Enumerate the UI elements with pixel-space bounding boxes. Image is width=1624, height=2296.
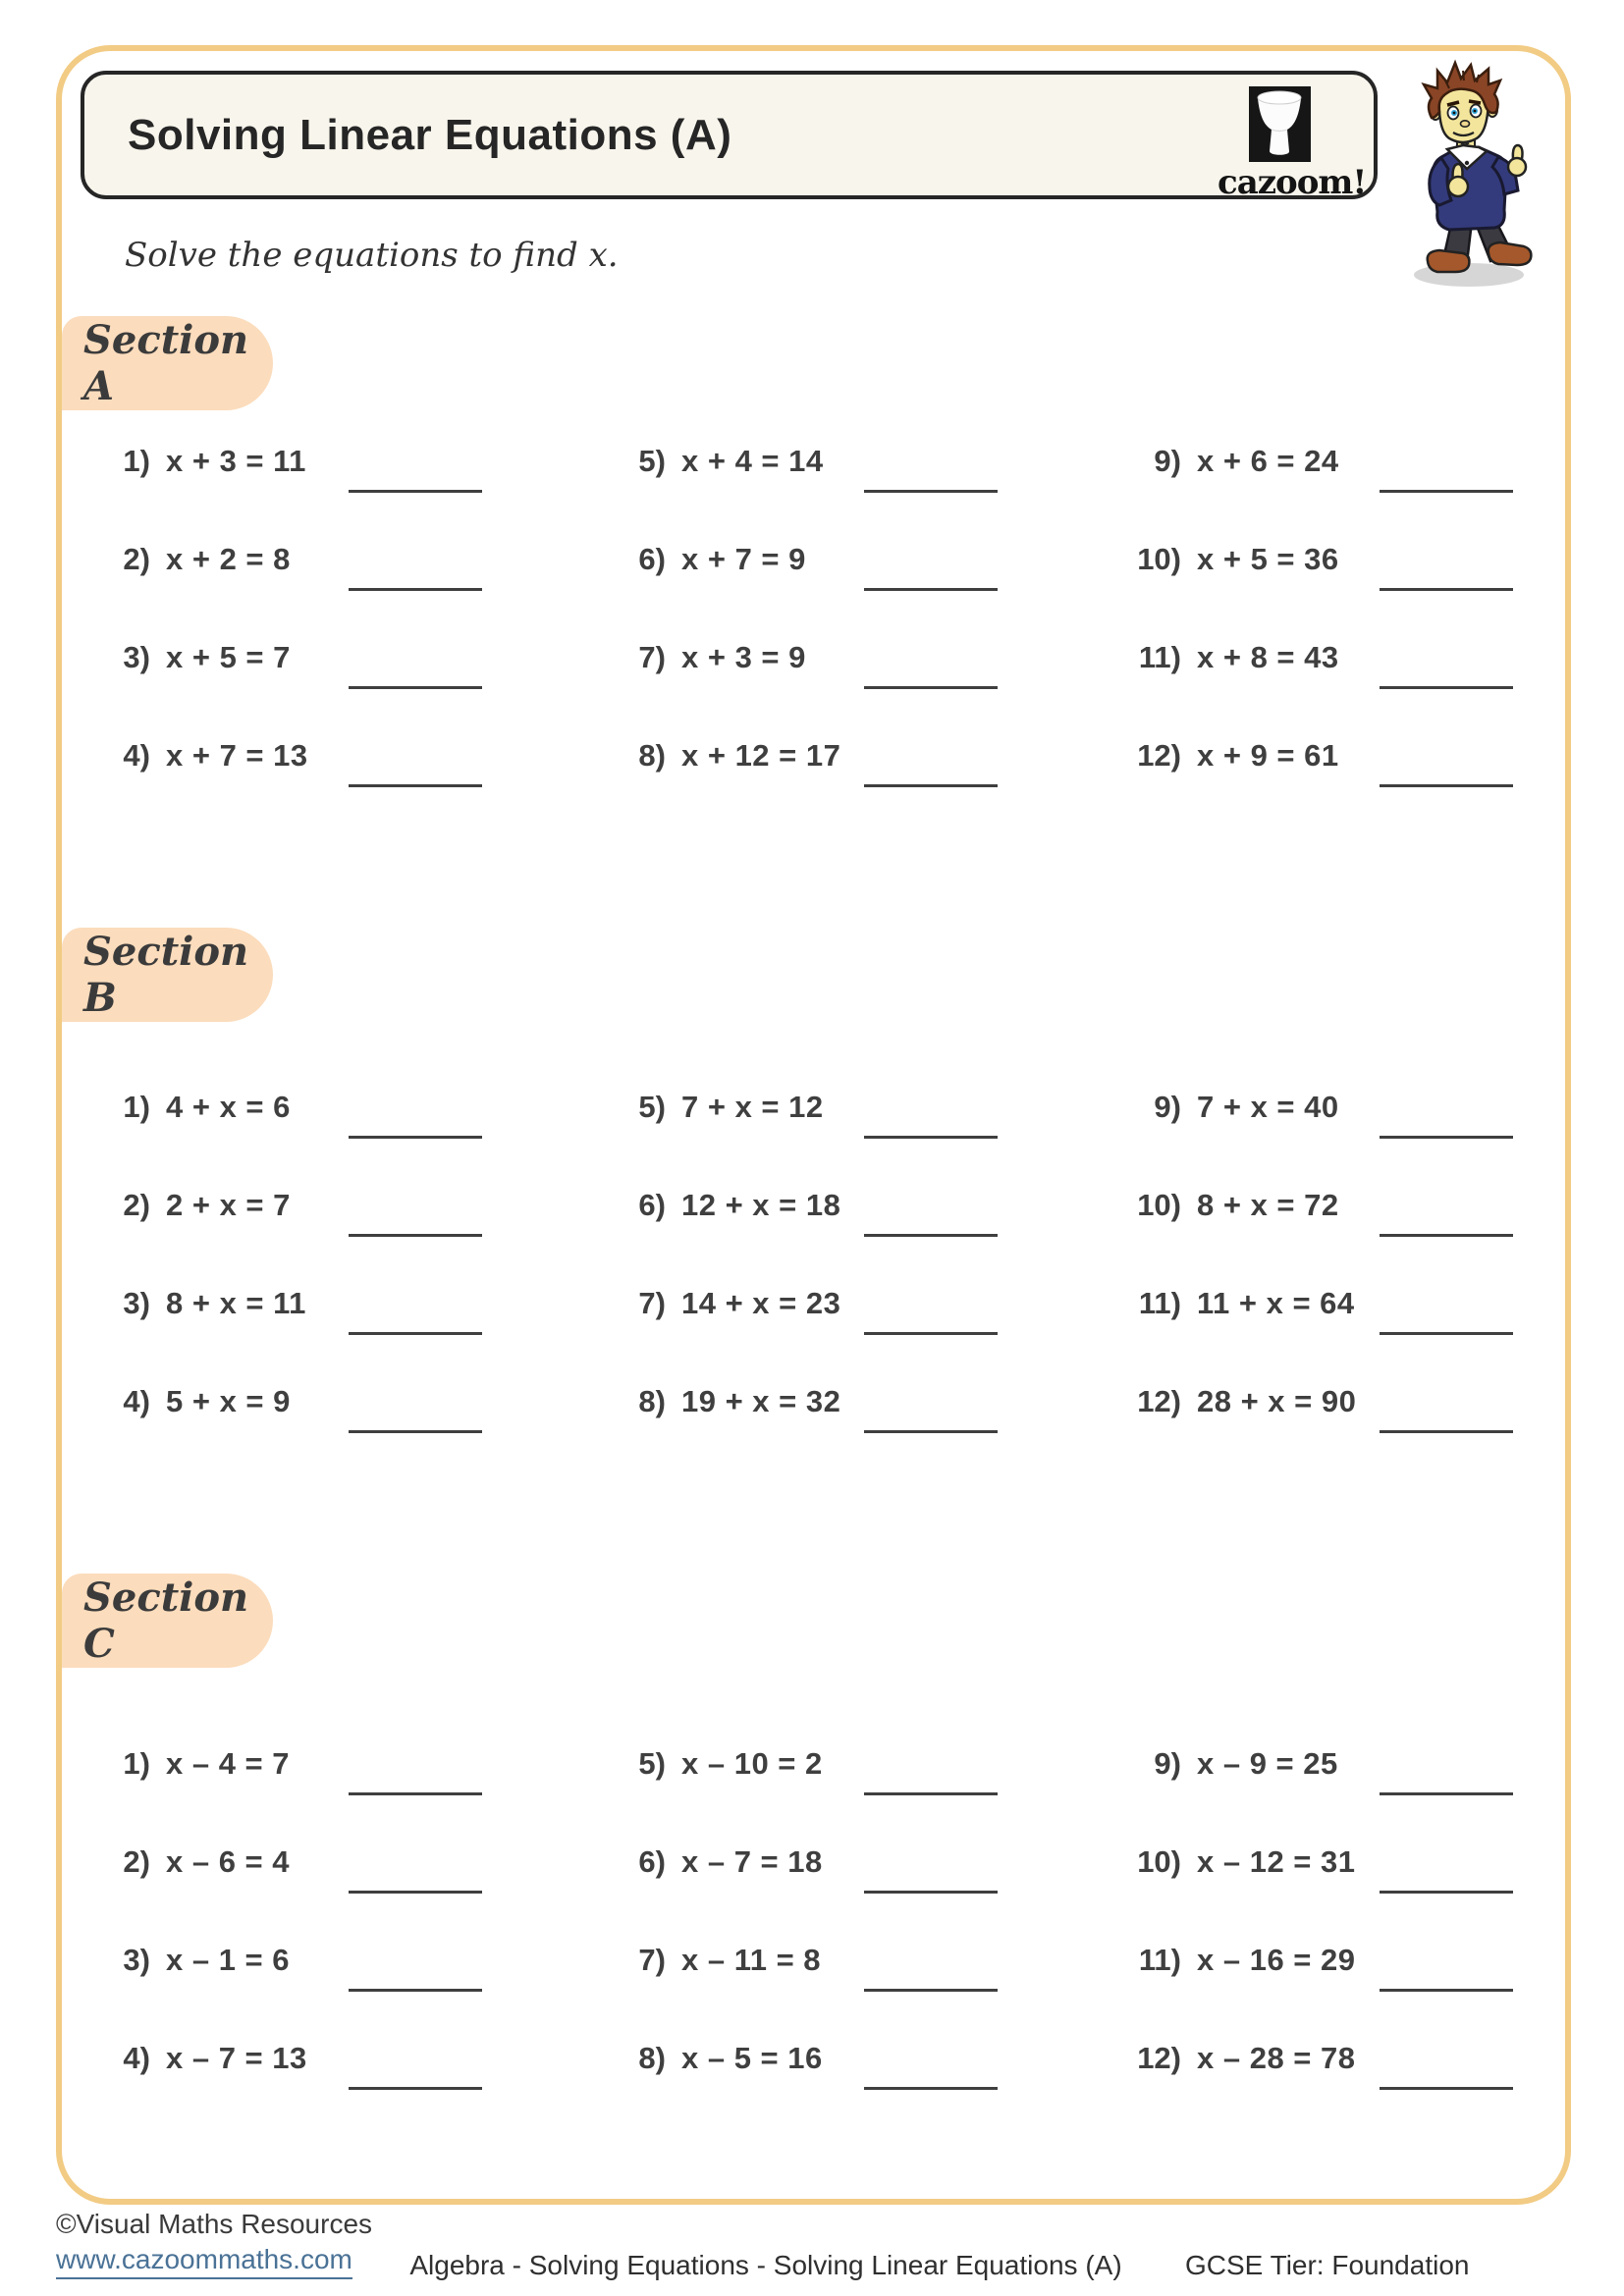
problem-item bbox=[599, 2009, 1016, 2108]
title-bar bbox=[81, 71, 1378, 199]
problem-number: 10) bbox=[1137, 1844, 1181, 1879]
answer-line[interactable] bbox=[349, 1891, 482, 1894]
problem-equation: 19 + x = 32 bbox=[681, 1384, 841, 1418]
problem-item bbox=[599, 1255, 1016, 1353]
problem-item bbox=[83, 2009, 501, 2108]
problem-number: 11) bbox=[1138, 1286, 1181, 1320]
problem-number: 3) bbox=[123, 1286, 150, 1320]
problem-item bbox=[599, 1156, 1016, 1255]
problem-equation: 12 + x = 18 bbox=[681, 1188, 841, 1222]
answer-line[interactable] bbox=[864, 686, 998, 689]
problem-item bbox=[83, 1255, 501, 1353]
problem-item bbox=[1114, 1156, 1532, 1255]
answer-line[interactable] bbox=[1380, 784, 1513, 787]
answer-line[interactable] bbox=[1380, 1234, 1513, 1237]
problem-item bbox=[83, 707, 501, 805]
problem-item bbox=[1114, 1353, 1532, 1451]
cazoom-logo bbox=[1218, 86, 1367, 202]
problem-number: 10) bbox=[1137, 1188, 1181, 1222]
answer-line[interactable] bbox=[1380, 1136, 1513, 1139]
answer-line[interactable] bbox=[1380, 1332, 1513, 1335]
problem-item bbox=[83, 412, 501, 510]
problem-number: 11) bbox=[1138, 1943, 1181, 1977]
answer-line[interactable] bbox=[1380, 2087, 1513, 2090]
problem-equation: x – 9 = 25 bbox=[1197, 1746, 1338, 1781]
answer-line[interactable] bbox=[1380, 686, 1513, 689]
problem-equation: 11 + x = 64 bbox=[1197, 1286, 1355, 1320]
answer-line[interactable] bbox=[349, 1136, 482, 1139]
problem-number: 4) bbox=[123, 2041, 150, 2075]
problem-number: 6) bbox=[638, 1188, 666, 1222]
page-title: Solving Linear Equations (A) bbox=[128, 110, 732, 159]
answer-line[interactable] bbox=[349, 784, 482, 787]
problem-item bbox=[599, 1911, 1016, 2009]
problem-number: 5) bbox=[638, 1746, 666, 1781]
problem-number: 3) bbox=[123, 1943, 150, 1977]
section-a-tab bbox=[62, 316, 273, 410]
problem-equation: x – 1 = 6 bbox=[166, 1943, 291, 1977]
answer-line[interactable] bbox=[1380, 490, 1513, 493]
answer-line[interactable] bbox=[864, 588, 998, 591]
problem-item bbox=[1114, 707, 1532, 805]
problem-equation: 2 + x = 7 bbox=[166, 1188, 291, 1222]
problem-equation: x + 5 = 36 bbox=[1197, 542, 1339, 576]
problem-equation: x – 6 = 4 bbox=[166, 1844, 291, 1879]
answer-line[interactable] bbox=[1380, 588, 1513, 591]
problem-number: 7) bbox=[638, 1286, 666, 1320]
problem-item bbox=[599, 1813, 1016, 1911]
section-a-problems bbox=[83, 412, 1532, 805]
problem-equation: x – 10 = 2 bbox=[681, 1746, 823, 1781]
problem-equation: x + 8 = 43 bbox=[1197, 640, 1339, 674]
answer-line[interactable] bbox=[349, 2087, 482, 2090]
problem-equation: x + 6 = 24 bbox=[1197, 444, 1339, 478]
problem-equation: x – 5 = 16 bbox=[681, 2041, 823, 2075]
answer-line[interactable] bbox=[864, 2087, 998, 2090]
problem-number: 8) bbox=[638, 738, 666, 773]
section-c-problems bbox=[83, 1715, 1532, 2108]
problem-number: 12) bbox=[1137, 1384, 1181, 1418]
section-c-label: Section C bbox=[83, 1575, 249, 1667]
problem-number: 5) bbox=[638, 444, 666, 478]
answer-line[interactable] bbox=[864, 1891, 998, 1894]
problem-equation: x – 28 = 78 bbox=[1197, 2041, 1356, 2075]
problem-equation: x + 7 = 13 bbox=[166, 738, 308, 773]
problem-item bbox=[1114, 510, 1532, 609]
problem-equation: x + 12 = 17 bbox=[681, 738, 841, 773]
problem-number: 8) bbox=[638, 1384, 666, 1418]
problem-number: 7) bbox=[638, 1943, 666, 1977]
problem-equation: x + 5 = 7 bbox=[166, 640, 291, 674]
problem-number: 5) bbox=[638, 1090, 666, 1124]
problem-number: 6) bbox=[638, 542, 666, 576]
problem-equation: x – 4 = 7 bbox=[166, 1746, 291, 1781]
answer-line[interactable] bbox=[864, 1989, 998, 1992]
answer-line[interactable] bbox=[1380, 1430, 1513, 1433]
website-link[interactable]: www.cazoommaths.com bbox=[56, 2244, 352, 2279]
problem-item bbox=[83, 1813, 501, 1911]
answer-line[interactable] bbox=[1380, 1792, 1513, 1795]
answer-line[interactable] bbox=[864, 1792, 998, 1795]
answer-line[interactable] bbox=[1380, 1989, 1513, 1992]
answer-line[interactable] bbox=[349, 1989, 482, 1992]
problem-item bbox=[599, 1353, 1016, 1451]
problem-equation: x + 3 = 9 bbox=[681, 640, 806, 674]
answer-line[interactable] bbox=[349, 490, 482, 493]
problem-item bbox=[1114, 1715, 1532, 1813]
answer-line[interactable] bbox=[349, 1234, 482, 1237]
problem-equation: 5 + x = 9 bbox=[166, 1384, 291, 1418]
problem-number: 9) bbox=[1154, 1746, 1181, 1781]
breadcrumb: Algebra - Solving Equations - Solving Linear Equations (A) bbox=[409, 2250, 1122, 2280]
problem-equation: 4 + x = 6 bbox=[166, 1090, 291, 1124]
section-a-label: Section A bbox=[83, 317, 249, 409]
tier-label: GCSE Tier: Foundation bbox=[1185, 2250, 1470, 2280]
schoolboy-mascot-illustration bbox=[1402, 57, 1540, 293]
problem-equation: x – 7 = 18 bbox=[681, 1844, 823, 1879]
problem-item bbox=[599, 609, 1016, 707]
problem-number: 12) bbox=[1137, 2041, 1181, 2075]
answer-line[interactable] bbox=[349, 1792, 482, 1795]
problem-number: 11) bbox=[1138, 640, 1181, 674]
answer-line[interactable] bbox=[864, 784, 998, 787]
answer-line[interactable] bbox=[1380, 1891, 1513, 1894]
problem-item bbox=[1114, 609, 1532, 707]
problem-equation: x – 11 = 8 bbox=[681, 1943, 822, 1977]
problem-number: 1) bbox=[123, 1746, 150, 1781]
problem-number: 10) bbox=[1137, 542, 1181, 576]
problem-equation: x – 16 = 29 bbox=[1197, 1943, 1356, 1977]
problem-equation: x + 2 = 8 bbox=[166, 542, 291, 576]
answer-line[interactable] bbox=[349, 686, 482, 689]
answer-line[interactable] bbox=[864, 490, 998, 493]
problem-number: 2) bbox=[123, 542, 150, 576]
answer-line[interactable] bbox=[864, 1136, 998, 1139]
problem-item bbox=[599, 707, 1016, 805]
problem-number: 1) bbox=[123, 1090, 150, 1124]
problem-number: 2) bbox=[123, 1844, 150, 1879]
answer-line[interactable] bbox=[864, 1234, 998, 1237]
problem-number: 8) bbox=[638, 2041, 666, 2075]
problem-equation: x + 3 = 11 bbox=[166, 444, 306, 478]
problem-item bbox=[599, 1058, 1016, 1156]
problem-number: 1) bbox=[123, 444, 150, 478]
problem-number: 2) bbox=[123, 1188, 150, 1222]
problem-item bbox=[83, 1353, 501, 1451]
answer-line[interactable] bbox=[349, 1430, 482, 1433]
problem-item bbox=[83, 1156, 501, 1255]
problem-equation: 14 + x = 23 bbox=[681, 1286, 841, 1320]
problem-item bbox=[1114, 1058, 1532, 1156]
problem-equation: x + 9 = 61 bbox=[1197, 738, 1339, 773]
problem-item bbox=[1114, 1911, 1532, 2009]
problem-number: 12) bbox=[1137, 738, 1181, 773]
problem-equation: x + 7 = 9 bbox=[681, 542, 806, 576]
problem-item bbox=[599, 510, 1016, 609]
answer-line[interactable] bbox=[349, 1332, 482, 1335]
problem-equation: x – 12 = 31 bbox=[1197, 1844, 1356, 1879]
problem-item bbox=[83, 1715, 501, 1813]
problem-equation: x + 4 = 14 bbox=[681, 444, 824, 478]
problem-item bbox=[1114, 412, 1532, 510]
problem-number: 9) bbox=[1154, 444, 1181, 478]
problem-equation: 8 + x = 11 bbox=[166, 1286, 306, 1320]
problem-item bbox=[83, 1911, 501, 2009]
djembe-drum-icon bbox=[1249, 86, 1311, 162]
problem-equation: 28 + x = 90 bbox=[1197, 1384, 1357, 1418]
problem-number: 3) bbox=[123, 640, 150, 674]
section-b-problems bbox=[83, 1058, 1532, 1451]
instruction-text: Solve the equations to find x. bbox=[125, 236, 619, 275]
problem-item bbox=[83, 609, 501, 707]
problem-number: 6) bbox=[638, 1844, 666, 1879]
problem-item bbox=[1114, 2009, 1532, 2108]
problem-item bbox=[599, 1715, 1016, 1813]
section-c-tab bbox=[62, 1574, 273, 1668]
copyright-text: ©Visual Maths Resources bbox=[56, 2209, 373, 2239]
problem-equation: x – 7 = 13 bbox=[166, 2041, 307, 2075]
problem-number: 9) bbox=[1154, 1090, 1181, 1124]
section-b-tab bbox=[62, 928, 273, 1022]
problem-item bbox=[1114, 1813, 1532, 1911]
logo-wordmark: cazoom! bbox=[1218, 163, 1367, 202]
problem-item bbox=[83, 510, 501, 609]
problem-number: 4) bbox=[123, 738, 150, 773]
problem-equation: 8 + x = 72 bbox=[1197, 1188, 1339, 1222]
answer-line[interactable] bbox=[864, 1332, 998, 1335]
problem-number: 4) bbox=[123, 1384, 150, 1418]
answer-line[interactable] bbox=[864, 1430, 998, 1433]
problem-number: 7) bbox=[638, 640, 666, 674]
problem-equation: 7 + x = 12 bbox=[681, 1090, 824, 1124]
problem-item bbox=[1114, 1255, 1532, 1353]
problem-item bbox=[83, 1058, 501, 1156]
problem-item bbox=[599, 412, 1016, 510]
section-b-label: Section B bbox=[83, 929, 249, 1021]
answer-line[interactable] bbox=[349, 588, 482, 591]
problem-equation: 7 + x = 40 bbox=[1197, 1090, 1339, 1124]
